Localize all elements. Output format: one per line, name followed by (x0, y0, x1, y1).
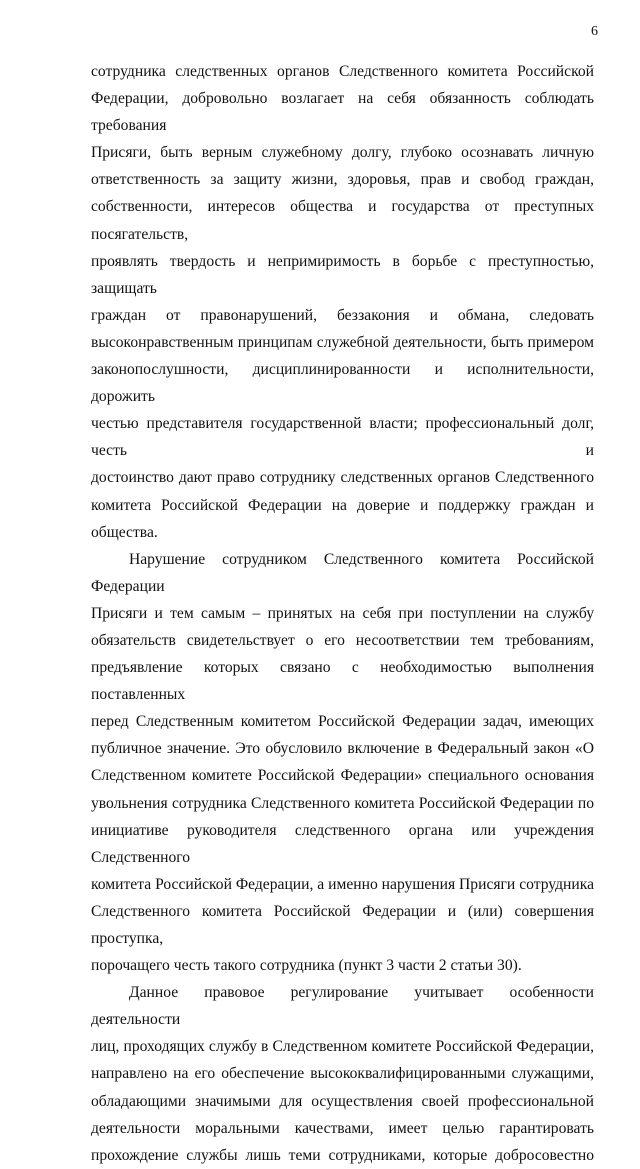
text-line: прохождение службы лишь теми сотрудниками, которые добросовестно (91, 1146, 594, 1164)
text-line: предъявление которых связано с необходимостью выполнения поставленных (91, 659, 594, 704)
text-line: Следственном комитете Российской Федерации» специального основания (91, 767, 594, 785)
text-line: комитета Российской Федерации на доверие и поддержку граждан и общества. (91, 496, 594, 541)
text-line: сотрудника следственных органов Следственного комитета Российской (91, 63, 594, 80)
text-line: граждан от правонарушений, беззакония и обмана, следовать (91, 306, 594, 324)
text-line: Следственного комитета Российской Федерации и (или) совершения проступка, (91, 902, 594, 947)
paragraph-3 (91, 979, 594, 1169)
text-line: собственности, интересов общества и государства от преступных посягательств, (91, 198, 594, 243)
text-line: Присяги и тем самым – принятых на себя при поступлении на службу (91, 604, 594, 622)
text-line: обладающими значимыми для осуществления своей профессиональной (91, 1092, 594, 1110)
text-line: обязательств свидетельствует о его несоответствии тем требованиям, (91, 631, 594, 649)
text-line: Присяги, быть верным служебному долгу, глубоко осознавать личную (91, 144, 594, 162)
paragraph-2 (91, 546, 594, 980)
text-line: порочащего честь такого сотрудника (пункт 3 части 2 статьи 30). (91, 957, 522, 975)
text-line: высоконравственным принципам служебной деятельности, быть примером (91, 333, 594, 351)
text-line: публичное значение. Это обусловило включение в Федеральный закон «О (91, 740, 594, 758)
text-line: направлено на его обеспечение высококвалифицированными служащими, (91, 1065, 594, 1083)
text-line: увольнения сотрудника Следственного комитета Российской Федерации по (91, 794, 594, 812)
text-line: инициативе руководителя следственного органа или учреждения Следственного (91, 821, 594, 866)
document-body (91, 58, 594, 1169)
text-line: комитета Российской Федерации, а именно нарушения Присяги сотрудника (91, 875, 594, 893)
paragraph-1 (91, 58, 594, 546)
page-number: 6 (591, 24, 598, 39)
text-line: честью представителя государственной власти; профессиональный долг, честь и (91, 415, 594, 460)
text-line: перед Следственным комитетом Российской Федерации задач, имеющих (91, 713, 594, 731)
text-line: Данное правовое регулирование учитывает особенности деятельности (91, 984, 594, 1029)
text-line: лиц, проходящих службу в Следственном комитете Российской Федерации, (91, 1038, 594, 1056)
text-line: законопослушности, дисциплинированности и исполнительности, дорожить (91, 361, 594, 406)
text-line: ответственность за защиту жизни, здоровья, прав и свобод граждан, (91, 171, 594, 189)
text-line: Федерации, добровольно возлагает на себя обязанность соблюдать требования (91, 90, 594, 135)
text-line: Нарушение сотрудником Следственного комитета Российской Федерации (91, 550, 594, 595)
text-line: деятельности моральными качествами, имеет целью гарантировать (91, 1119, 594, 1137)
text-line: достоинство дают право сотруднику следственных органов Следственного (91, 469, 594, 487)
text-line: проявлять твердость и непримиримость в борьбе с преступностью, защищать (91, 252, 594, 297)
